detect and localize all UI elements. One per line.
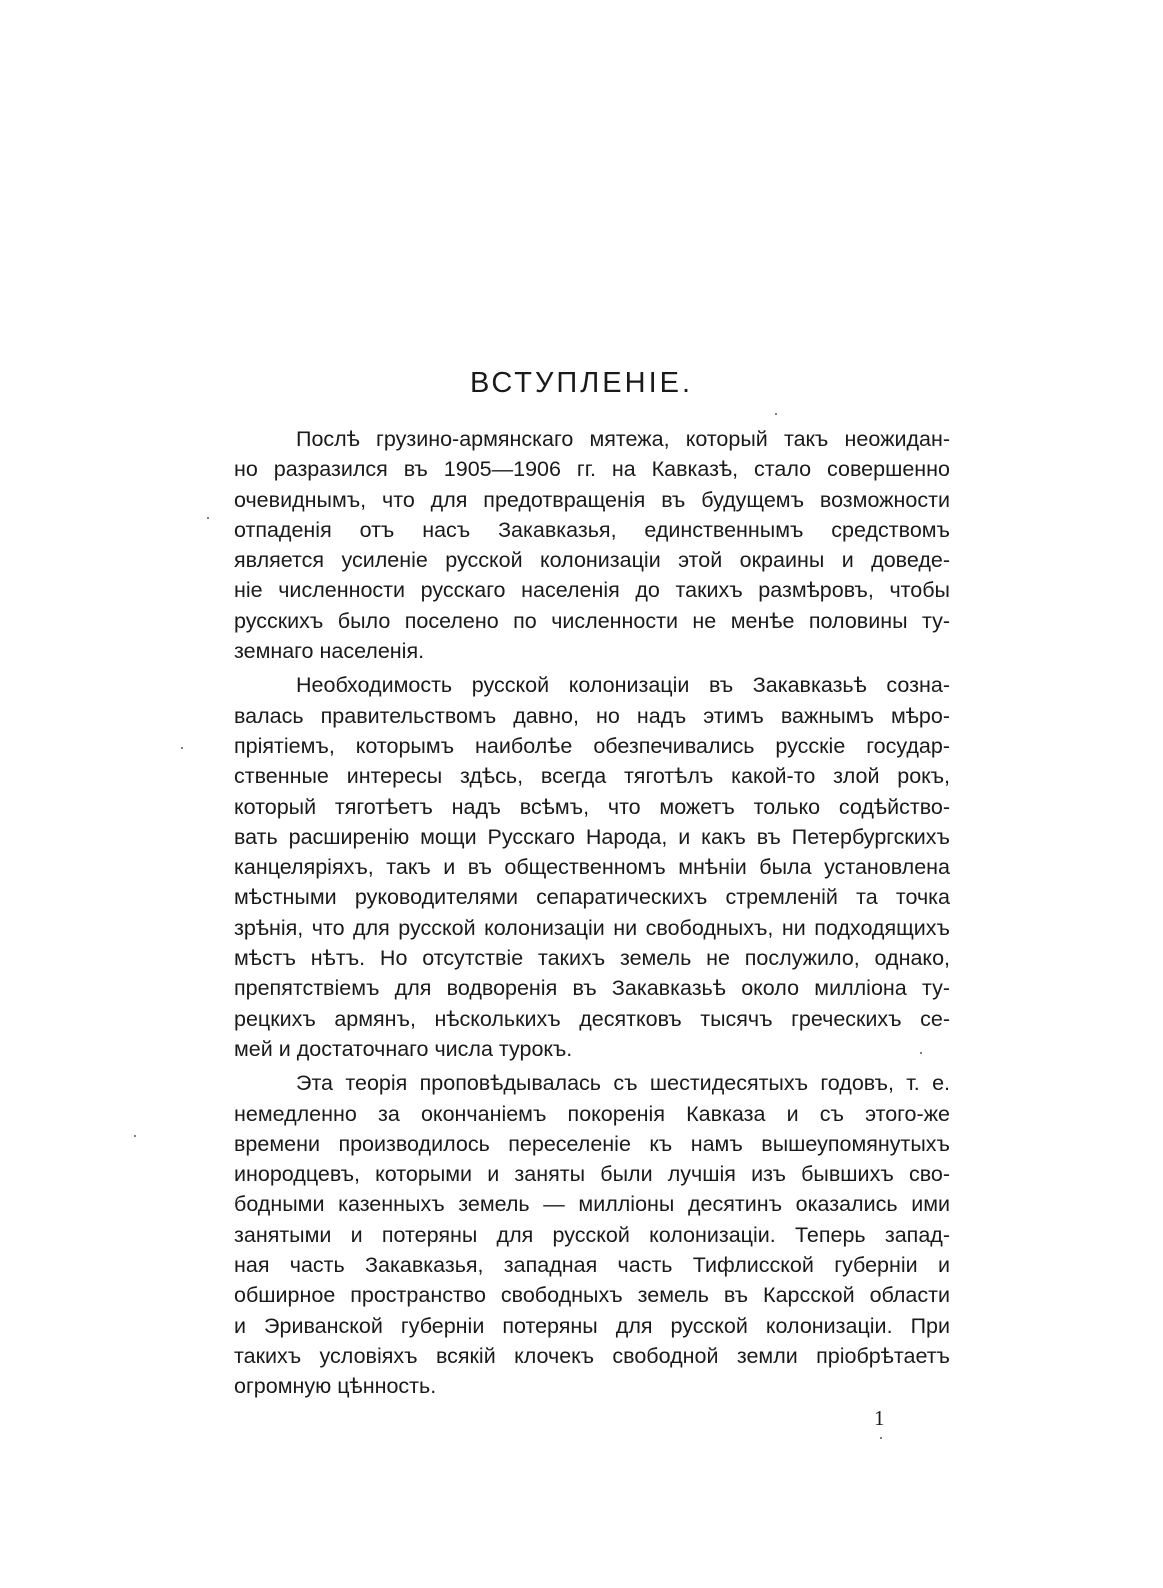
- text-line: инородцевъ, которыми и заняты были лучшія изъ бывшихъ сво-: [234, 1162, 950, 1187]
- text-line: ная часть Закавказья, западная часть Тифлисской губерніи и: [234, 1253, 950, 1278]
- text-line: ственные интересы здѣсь, всегда тяготѣлъ какой-то злой рокъ,: [234, 764, 950, 789]
- scan-speck: [880, 1437, 882, 1439]
- scan-speck: [134, 1135, 136, 1137]
- scan-speck: [207, 517, 209, 519]
- text-line: который тяготѣетъ надъ всѣмъ, что можетъ только содѣйство-: [234, 794, 950, 819]
- text-line: вать расширенію мощи Русскаго Народа, и какъ въ Петербургскихъ: [234, 824, 950, 849]
- text-line: земнаго населенія.: [234, 639, 425, 664]
- text-line: Послѣ грузино-армянскаго мятежа, который такъ неожидан-: [296, 427, 950, 451]
- text-line: но разразился въ 1905—1906 гг. на Кавказѣ, стало совершенно: [234, 457, 950, 482]
- text-line: препятствіемъ для водворенія въ Закавказьѣ около милліона ту-: [234, 976, 950, 1001]
- scan-speck: [181, 747, 183, 749]
- paragraph: [234, 1068, 950, 1401]
- text-line: валась правительствомъ давно, но надъ этимъ важнымъ мѣро-: [234, 703, 950, 728]
- text-line: мей и достаточнаго числа турокъ.: [234, 1036, 573, 1061]
- body-text: [234, 424, 950, 1402]
- text-line: отпаденія отъ насъ Закавказья, единственнымъ средствомъ: [234, 517, 950, 542]
- text-line: Необходимость русской колонизаціи въ Закавказьѣ созна-: [296, 673, 950, 698]
- text-line: пріятіемъ, которымъ наиболѣе обезпечивались русскіе государ-: [234, 733, 950, 758]
- text-line: очевиднымъ, что для предотвращенія въ будущемъ возможности: [234, 487, 950, 512]
- page-title: ВСТУПЛЕНІЕ.: [469, 367, 694, 399]
- text-line: зрѣнія, что для русской колонизаціи ни свободныхъ, ни подходящихъ: [234, 915, 950, 940]
- scan-speck: [920, 1052, 922, 1054]
- text-line: мѣстъ нѣтъ. Но отсутствіе такихъ земель не послужило, однако,: [234, 946, 950, 971]
- text-line: Эта теорія проповѣдывалась съ шестидесятыхъ годовъ, т. е.: [296, 1071, 950, 1096]
- text-line: канцеляріяхъ, такъ и въ общественномъ мнѣніи была установлена: [234, 855, 950, 880]
- text-line: является усиленіе русской колонизаціи этой окраины и доведе-: [234, 548, 950, 573]
- text-line: немедленно за окончаніемъ покоренія Кавказа и съ этого-же: [234, 1101, 950, 1126]
- page-number: 1: [874, 1406, 885, 1430]
- paragraph: [234, 670, 950, 1064]
- text-line: мѣстными руководителями сепаратическихъ стремленій та точка: [234, 885, 950, 910]
- text-line: огромную цѣнность.: [234, 1374, 437, 1399]
- text-line: такихъ условіяхъ всякій клочекъ свободной земли пріобрѣтаетъ: [234, 1343, 950, 1368]
- text-line: ніе численности русскаго населенія до такихъ размѣровъ, чтобы: [234, 578, 950, 603]
- text-line: и Эриванской губерніи потеряны для русской колонизаціи. При: [234, 1313, 950, 1338]
- text-line: бодными казенныхъ земель — милліоны десятинъ оказались ими: [234, 1192, 950, 1217]
- text-line: обширное пространство свободныхъ земель въ Карсской области: [234, 1283, 950, 1308]
- paragraph: [234, 424, 950, 666]
- scan-speck: [775, 413, 777, 415]
- text-line: рецкихъ армянъ, нѣсколькихъ десятковъ тысячъ греческихъ се-: [234, 1006, 950, 1031]
- text-line: времени производилось переселеніе къ намъ вышеупомянутыхъ: [234, 1131, 950, 1156]
- text-line: русскихъ было поселено по численности не менѣе половины ту-: [234, 608, 950, 633]
- text-line: занятыми и потеряны для русской колонизаціи. Теперь запад-: [234, 1222, 950, 1247]
